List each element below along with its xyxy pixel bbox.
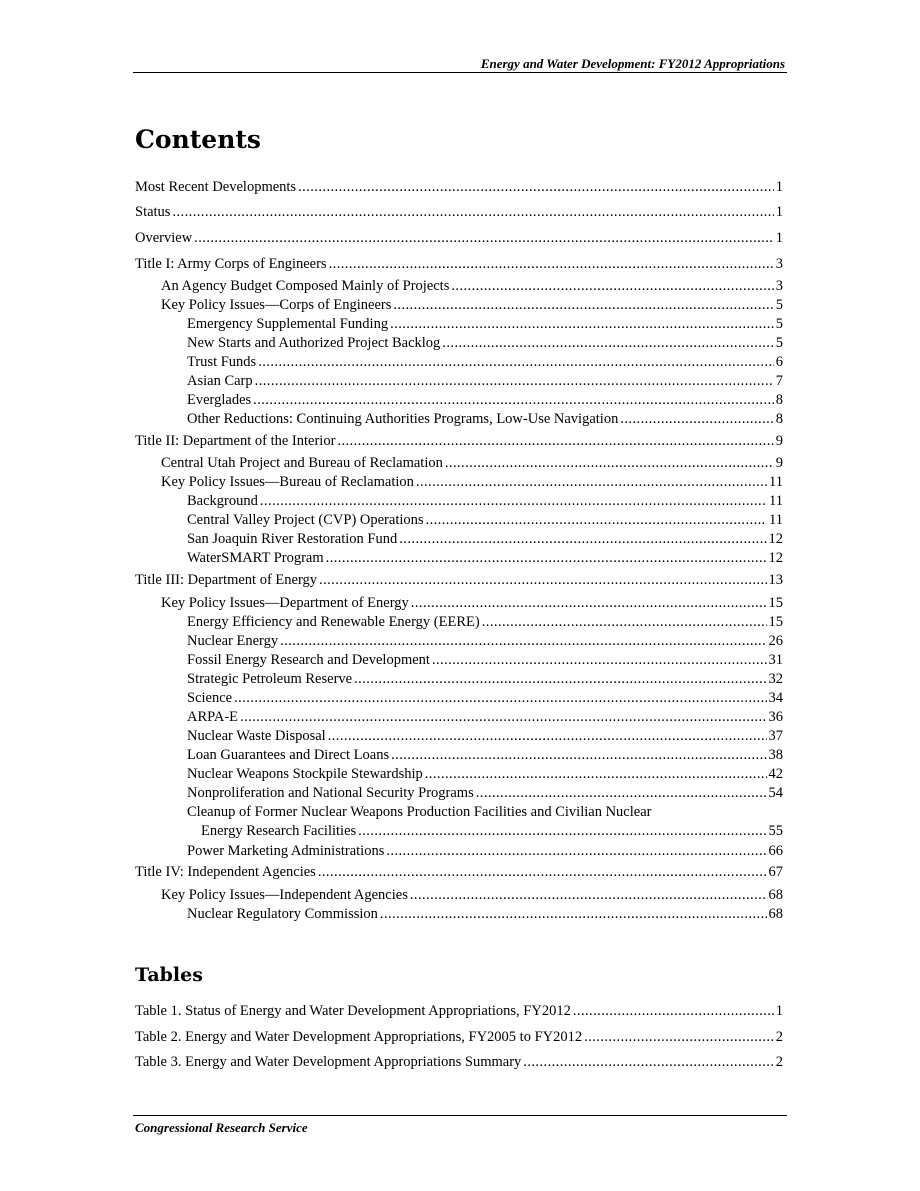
- table-page-number: 2: [775, 1029, 783, 1045]
- toc-page-number: 6: [775, 354, 783, 370]
- toc-page-number: 38: [768, 747, 783, 763]
- dot-leader: [399, 530, 766, 548]
- toc-entry-nrc[interactable]: [187, 905, 783, 923]
- toc-page-number: 8: [775, 411, 783, 427]
- dot-leader: [393, 296, 773, 314]
- running-header: Energy and Water Development: FY2012 Appropriations: [480, 56, 785, 71]
- dot-leader: [476, 784, 767, 802]
- dot-leader: [318, 863, 767, 881]
- toc-entry-label: Loan Guarantees and Direct Loans: [187, 747, 390, 763]
- toc-entry-asian-carp[interactable]: [187, 372, 783, 390]
- toc-entry-other-reductions[interactable]: [187, 410, 783, 428]
- toc-page-number: 13: [768, 572, 783, 588]
- toc-page-number: 67: [768, 864, 783, 880]
- dot-leader: [260, 492, 767, 510]
- toc-page-number: 11: [769, 493, 783, 509]
- tables-title: Tables: [135, 964, 203, 986]
- toc-entry-power-marketing[interactable]: [187, 842, 783, 860]
- dot-leader: [337, 432, 773, 450]
- toc-entry-key-policy-reclamation[interactable]: [161, 473, 783, 491]
- toc-page-number: 68: [768, 906, 783, 922]
- dot-leader: [194, 229, 774, 247]
- table-entry-1[interactable]: [135, 1002, 783, 1020]
- toc-page-number: 15: [768, 595, 783, 611]
- toc-entry-cleanup[interactable]: [201, 822, 783, 840]
- toc-page-number: 8: [775, 392, 783, 408]
- toc-entry-label: Central Utah Project and Bureau of Reclamation: [161, 455, 443, 471]
- toc-entry-label: Nonproliferation and National Security Programs: [187, 785, 474, 801]
- toc-entry-label: Science: [187, 690, 233, 706]
- toc-entry-label: Nuclear Waste Disposal: [187, 728, 326, 744]
- toc-entry-label: Everglades: [187, 392, 252, 408]
- toc-entry-agency-budget[interactable]: [161, 277, 783, 295]
- toc-entry-label: New Starts and Authorized Project Backlog: [187, 335, 441, 351]
- dot-leader: [255, 372, 774, 390]
- dot-leader: [328, 727, 767, 745]
- dot-leader: [451, 277, 773, 295]
- toc-page-number: 68: [768, 887, 783, 903]
- toc-entry-label: Other Reductions: Continuing Authorities Programs, Low-Use Navigation: [187, 411, 619, 427]
- toc-entry-label: Key Policy Issues—Independent Agencies: [161, 887, 408, 903]
- toc-entry-cleanup-line1[interactable]: Cleanup of Former Nuclear Weapons Production Facilities and Civilian Nuclear: [187, 804, 652, 820]
- toc-entry-overview[interactable]: [135, 229, 783, 247]
- toc-entry-title-iii[interactable]: [135, 571, 783, 589]
- toc-page-number: 9: [775, 455, 783, 471]
- dot-leader: [280, 632, 766, 650]
- dot-leader: [425, 765, 767, 783]
- toc-page-number: 36: [768, 709, 783, 725]
- dot-leader: [358, 822, 766, 840]
- toc-page-number: 1: [775, 204, 783, 220]
- table-entry-2[interactable]: [135, 1028, 783, 1046]
- toc-entry-central-utah[interactable]: [161, 454, 783, 472]
- toc-entry-status[interactable]: [135, 203, 783, 221]
- toc-page-number: 34: [768, 690, 783, 706]
- toc-entry-label: Title III: Department of Energy: [135, 572, 318, 588]
- toc-entry-loan-guarantees[interactable]: [187, 746, 783, 764]
- dot-leader: [240, 708, 766, 726]
- toc-entry-label: Key Policy Issues—Department of Energy: [161, 595, 409, 611]
- dot-leader: [442, 334, 773, 352]
- toc-entry-key-policy-corps[interactable]: [161, 296, 783, 314]
- toc-entry-label: ARPA-E: [187, 709, 239, 725]
- dot-leader: [432, 651, 767, 669]
- toc-page-number: 54: [768, 785, 783, 801]
- dot-leader: [390, 315, 774, 333]
- toc-entry-label: Fossil Energy Research and Development: [187, 652, 430, 668]
- dot-leader: [298, 178, 774, 196]
- toc-entry-arpa-e[interactable]: [187, 708, 783, 726]
- toc-entry-label: Central Valley Project (CVP) Operations: [187, 512, 424, 528]
- toc-page-number: 55: [768, 823, 783, 839]
- toc-entry-label: Emergency Supplemental Funding: [187, 316, 389, 332]
- toc-entry-background[interactable]: [187, 492, 783, 510]
- dot-leader: [386, 842, 766, 860]
- toc-entry-key-policy-independent[interactable]: [161, 886, 783, 904]
- toc-page-number: 11: [769, 474, 783, 490]
- toc-entry-label: Overview: [135, 230, 193, 246]
- toc-page-number: 5: [775, 297, 783, 313]
- toc-entry-nuclear-waste[interactable]: [187, 727, 783, 745]
- toc-page-number: 31: [768, 652, 783, 668]
- toc-page-number: 5: [775, 335, 783, 351]
- dot-leader: [354, 670, 766, 688]
- dot-leader: [380, 905, 767, 923]
- footer-rule: [133, 1115, 787, 1116]
- table-entry-label: Table 2. Energy and Water Development Appropriations, FY2005 to FY2012: [135, 1029, 583, 1045]
- toc-entry-most-recent-developments[interactable]: [135, 178, 783, 196]
- toc-page-number: 42: [768, 766, 783, 782]
- toc-entry-label: Energy Efficiency and Renewable Energy (EERE): [187, 614, 480, 630]
- table-entry-label: Table 1. Status of Energy and Water Development Appropriations, FY2012: [135, 1003, 571, 1019]
- dot-leader: [329, 255, 774, 273]
- toc-page-number: 5: [775, 316, 783, 332]
- dot-leader: [258, 353, 774, 371]
- toc-entry-label: Strategic Petroleum Reserve: [187, 671, 353, 687]
- toc-entry-label: Title I: Army Corps of Engineers: [135, 256, 327, 272]
- dot-leader: [482, 613, 767, 631]
- toc-entry-label: San Joaquin River Restoration Fund: [187, 531, 398, 547]
- table-entry-label: Table 3. Energy and Water Development Appropriations Summary: [135, 1054, 522, 1070]
- toc-entry-emergency-supplemental[interactable]: [187, 315, 783, 333]
- toc-entry-label: Key Policy Issues—Bureau of Reclamation: [161, 474, 414, 490]
- dot-leader: [391, 746, 766, 764]
- toc-entry-label: Title II: Department of the Interior: [135, 433, 336, 449]
- dot-leader: [319, 571, 766, 589]
- toc-page-number: 1: [775, 179, 783, 195]
- toc-entry-key-policy-doe[interactable]: [161, 594, 783, 612]
- toc-page-number: 15: [768, 614, 783, 630]
- toc-entry-title-iv[interactable]: [135, 863, 783, 881]
- header-rule: [133, 72, 787, 73]
- toc-entry-stockpile-stewardship[interactable]: [187, 765, 783, 783]
- toc-entry-watersmart[interactable]: [187, 549, 783, 567]
- running-footer: Congressional Research Service: [135, 1120, 308, 1135]
- toc-entry-trust-funds[interactable]: [187, 353, 783, 371]
- dot-leader: [584, 1028, 774, 1046]
- dot-leader: [326, 549, 767, 567]
- dot-leader: [411, 594, 767, 612]
- toc-entry-label: Nuclear Weapons Stockpile Stewardship: [187, 766, 423, 782]
- dot-leader: [410, 886, 767, 904]
- toc-entry-eere[interactable]: [187, 613, 783, 631]
- toc-entry-everglades[interactable]: [187, 391, 783, 409]
- toc-entry-label: Title IV: Independent Agencies: [135, 864, 316, 880]
- toc-entry-fossil-energy[interactable]: [187, 651, 783, 669]
- dot-leader: [172, 203, 773, 221]
- dot-leader: [573, 1002, 774, 1020]
- dot-leader: [416, 473, 767, 491]
- toc-entry-title-ii[interactable]: [135, 432, 783, 450]
- dot-leader: [523, 1053, 773, 1071]
- toc-entry-new-starts[interactable]: [187, 334, 783, 352]
- toc-entry-label: WaterSMART Program: [187, 550, 324, 566]
- toc-entry-label: Key Policy Issues—Corps of Engineers: [161, 297, 392, 313]
- toc-page-number: 66: [768, 843, 783, 859]
- dot-leader: [253, 391, 774, 409]
- toc-entry-cvp-operations[interactable]: [187, 511, 783, 529]
- toc-entry-label: Background: [187, 493, 258, 509]
- toc-entry-label: Energy Research Facilities: [201, 823, 357, 839]
- toc-entry-label: Status: [135, 204, 171, 220]
- table-entry-3[interactable]: [135, 1053, 783, 1071]
- toc-entry-title-i[interactable]: [135, 255, 783, 273]
- toc-page-number: 37: [768, 728, 783, 744]
- toc-entry-label: Nuclear Energy: [187, 633, 279, 649]
- toc-page-number: 7: [775, 373, 783, 389]
- toc-page-number: 32: [768, 671, 783, 687]
- toc-entry-strategic-petroleum[interactable]: [187, 670, 783, 688]
- dot-leader: [620, 410, 773, 428]
- toc-entry-san-joaquin[interactable]: [187, 530, 783, 548]
- toc-page-number: 11: [769, 512, 783, 528]
- toc-entry-science[interactable]: [187, 689, 783, 707]
- toc-entry-label: Asian Carp: [187, 373, 253, 389]
- toc-page-number: 3: [775, 278, 783, 294]
- dot-leader: [234, 689, 766, 707]
- toc-page-number: 12: [768, 550, 783, 566]
- toc-page-number: 9: [775, 433, 783, 449]
- toc-entry-label: Most Recent Developments: [135, 179, 297, 195]
- toc-page-number: 1: [775, 230, 783, 246]
- dot-leader: [445, 454, 774, 472]
- toc-entry-nonproliferation[interactable]: [187, 784, 783, 802]
- toc-entry-label: An Agency Budget Composed Mainly of Projects: [161, 278, 450, 294]
- toc-entry-label: Trust Funds: [187, 354, 257, 370]
- table-page-number: 2: [775, 1054, 783, 1070]
- table-page-number: 1: [775, 1003, 783, 1019]
- toc-entry-label: Power Marketing Administrations: [187, 843, 385, 859]
- toc-page-number: 12: [768, 531, 783, 547]
- toc-page-number: 26: [768, 633, 783, 649]
- toc-entry-nuclear-energy[interactable]: [187, 632, 783, 650]
- toc-page-number: 3: [775, 256, 783, 272]
- toc-entry-label: Nuclear Regulatory Commission: [187, 906, 378, 922]
- dot-leader: [426, 511, 768, 529]
- contents-title: Contents: [135, 125, 262, 154]
